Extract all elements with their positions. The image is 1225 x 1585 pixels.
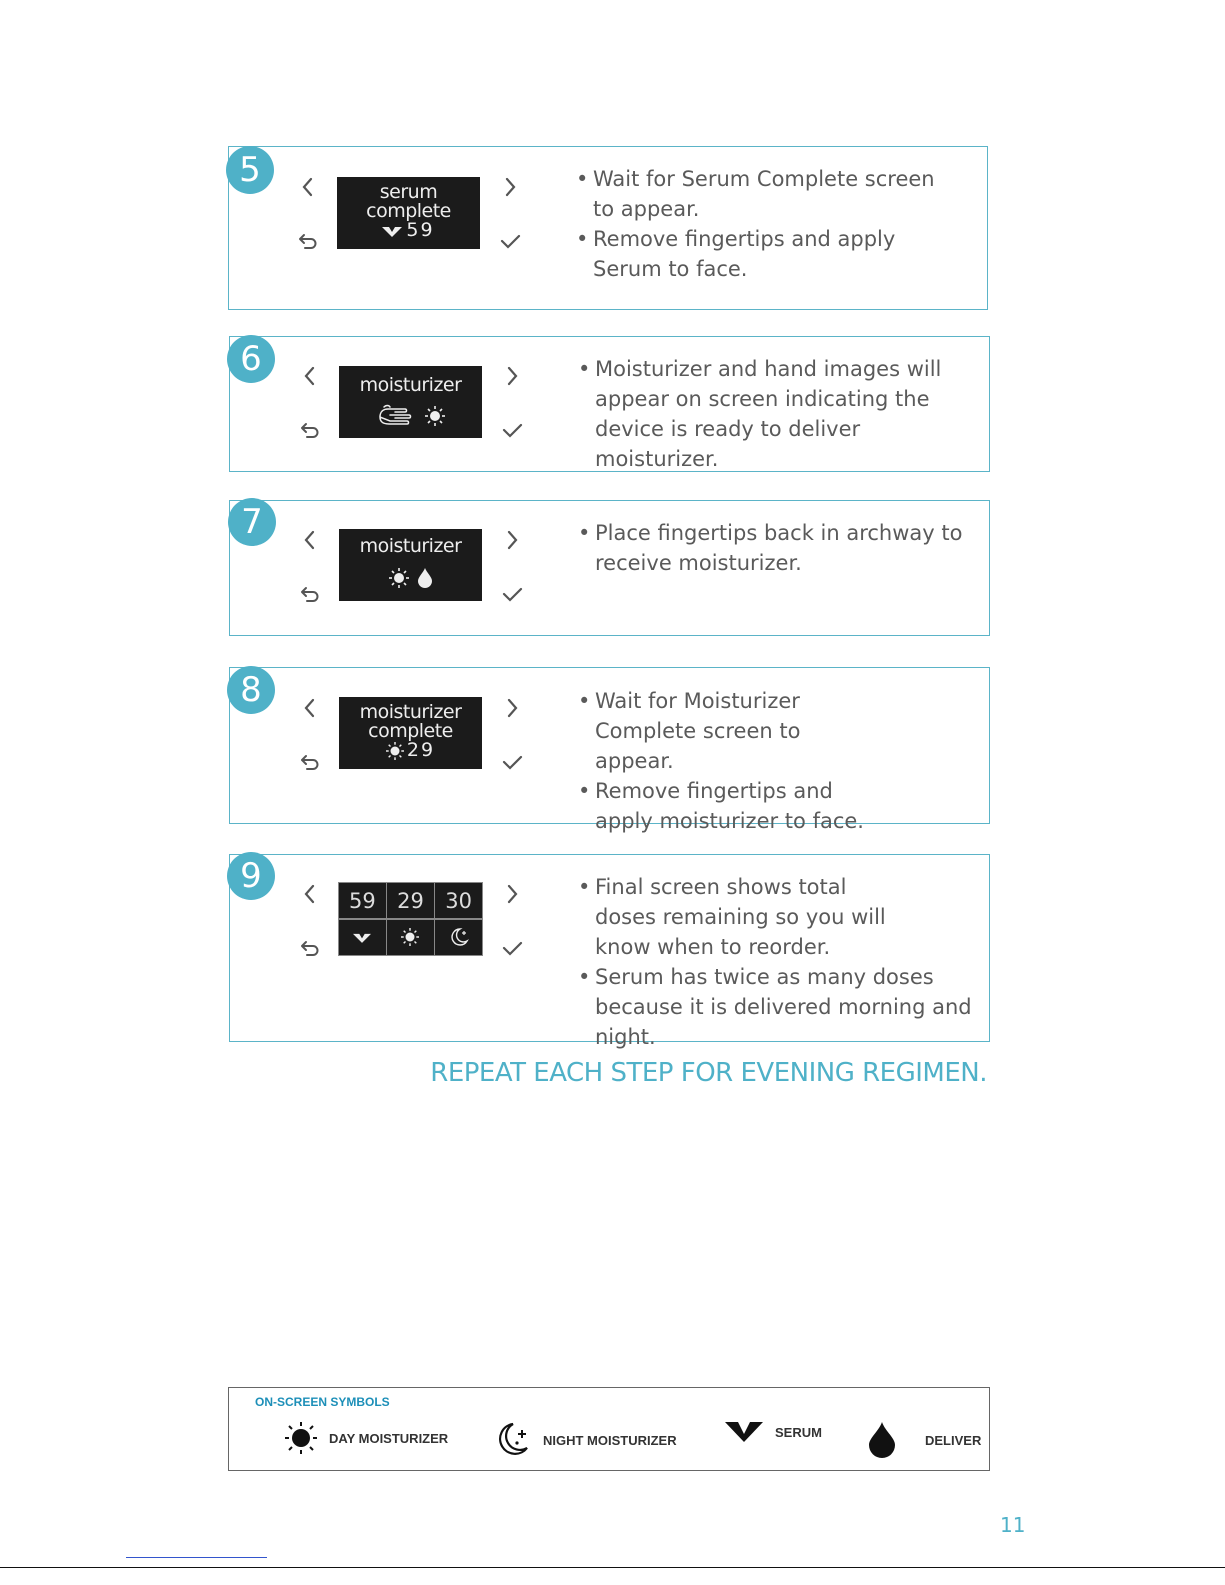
instruction-bullet: • Remove fingertips and apply moisturizer to face. (578, 776, 970, 836)
screen-line: moisturizer (359, 701, 462, 723)
legend-label: NIGHT MOISTURIZER (543, 1432, 677, 1448)
screen-line: serum (379, 181, 438, 203)
check-icon (500, 936, 524, 960)
back-arrow-icon (296, 229, 320, 253)
drop-icon (417, 568, 433, 588)
instruction-bullet: • Moisturizer and hand images will appear on screen indicating the device is ready to deliver moisturizer. (578, 354, 970, 474)
sun-icon (386, 742, 404, 760)
legend-label: SERUM (775, 1424, 822, 1440)
screen-line: moisturizer (359, 535, 462, 557)
prev-chevron-icon (296, 175, 320, 199)
moon-icon (449, 927, 469, 947)
step-instructions (578, 872, 978, 1052)
drop-icon (869, 1422, 895, 1458)
step-number-badge: 8 (227, 666, 275, 714)
next-chevron-icon (500, 882, 524, 906)
screen-line: complete (368, 720, 453, 742)
check-icon (500, 582, 524, 606)
moon-icon (497, 1422, 531, 1458)
step-instructions (578, 354, 970, 474)
step-instructions (578, 686, 970, 836)
screen-line: complete (366, 200, 451, 222)
back-arrow-icon (298, 750, 322, 774)
legend-item-day (285, 1422, 448, 1454)
legend-item-serum (725, 1422, 822, 1442)
repeat-note: REPEAT EACH STEP FOR EVENING REGIMEN. (430, 1058, 987, 1088)
prev-chevron-icon (298, 696, 322, 720)
dose-summary-screen (339, 883, 482, 955)
sun-icon (425, 406, 445, 426)
prev-chevron-icon (298, 882, 322, 906)
instruction-bullet: • Wait for Moisturizer Complete screen to appear. (578, 686, 970, 776)
footer-rule (0, 1567, 1225, 1568)
instruction-bullet: • Place fingertips back in archway to receive moisturizer. (578, 518, 970, 578)
serum-icon (725, 1422, 763, 1442)
page-number: 11 (1000, 1513, 1026, 1537)
instruction-bullet: • Serum has twice as many doses because it is delivered morning and night. (578, 962, 978, 1052)
device-screen (339, 697, 482, 769)
on-screen-symbols-legend (228, 1387, 990, 1471)
legend-title: ON-SCREEN SYMBOLS (255, 1395, 390, 1409)
day-dose-count: 29 (387, 883, 434, 918)
night-dose-count: 30 (435, 883, 482, 918)
step-instructions (578, 518, 970, 578)
sun-icon (285, 1422, 317, 1454)
dose-count: 59 (406, 219, 435, 241)
sun-icon (401, 928, 419, 946)
legend-label: DELIVER (925, 1432, 982, 1448)
back-arrow-icon (298, 936, 322, 960)
instruction-bullet: • Remove fingertips and apply Serum to face. (576, 224, 956, 284)
back-arrow-icon (298, 418, 322, 442)
serum-dose-count: 59 (339, 883, 386, 918)
prev-chevron-icon (298, 364, 322, 388)
step-number-badge: 7 (228, 498, 276, 546)
step-number-badge: 5 (226, 146, 274, 194)
dose-count: 29 (406, 739, 436, 761)
device-screen (339, 366, 482, 438)
next-chevron-icon (498, 175, 522, 199)
back-arrow-icon (298, 582, 322, 606)
legend-item-night (497, 1422, 677, 1458)
legend-label: DAY MOISTURIZER (329, 1430, 449, 1446)
device-screen (339, 529, 482, 601)
check-icon (498, 229, 522, 253)
next-chevron-icon (500, 364, 524, 388)
instruction-bullet: • Final screen shows total doses remaining so you will know when to reorder. (578, 872, 978, 962)
serum-icon (382, 225, 402, 237)
hand-icon (377, 403, 413, 429)
footer-link-underline (126, 1557, 267, 1558)
screen-line: moisturizer (359, 374, 462, 396)
next-chevron-icon (500, 528, 524, 552)
device-screen (337, 177, 480, 249)
prev-chevron-icon (298, 528, 322, 552)
legend-item-deliver (869, 1422, 981, 1458)
sun-icon (389, 568, 409, 588)
check-icon (500, 750, 524, 774)
step-number-badge: 6 (227, 335, 275, 383)
instruction-bullet: • Wait for Serum Complete screen to appear. (576, 164, 956, 224)
serum-icon (353, 932, 371, 943)
step-instructions (576, 164, 956, 284)
check-icon (500, 418, 524, 442)
step-number-badge: 9 (227, 852, 275, 900)
next-chevron-icon (500, 696, 524, 720)
